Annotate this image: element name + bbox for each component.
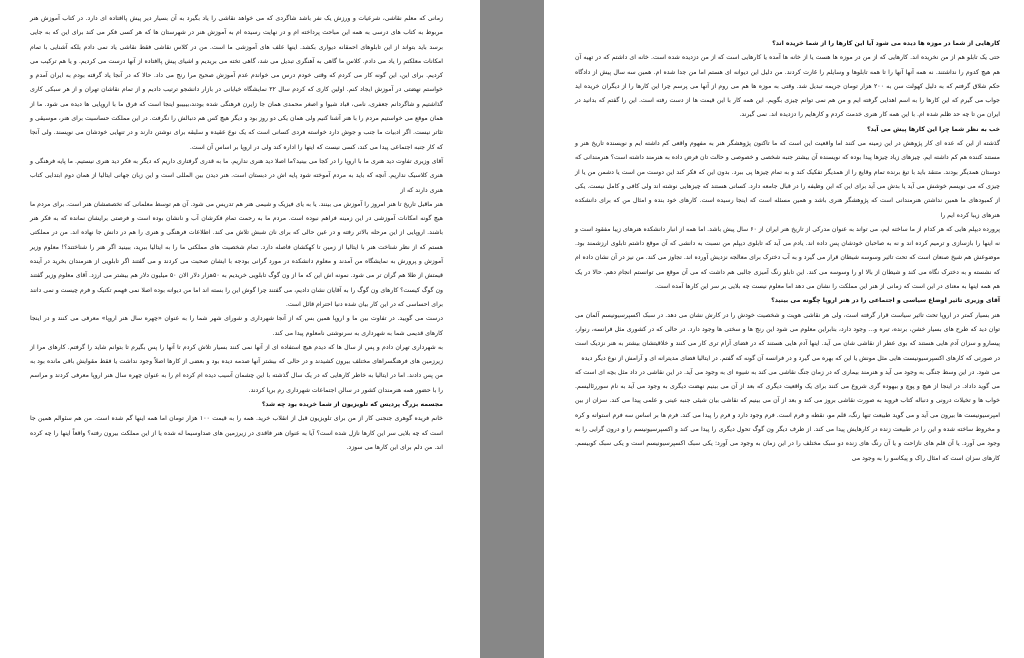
right-page	[544, 0, 1024, 658]
right-paragraph-4: هنر بسیار کمتر در اروپا تحت تاثیر سیاست قرار گرفته است، ولی هر نقاشی هویت و شخصیت خودش را در کارش نشان می دهد. در سبک اکسپرسیونیسم آلمان می توان دید که طرح های بسیار خشن، برنده، تیره و... وجود دارد، بنابراین معلوم می شود این رنج ها و سختی ها وجود دارد. در حالی که در کشوری مثل فرانسه، رنوار، پیسارو و سزان آدم هایی هستند که بوی عطر از نقاشی شان می آید. اینها آدم هایی هستند که در فضای آرام تری کار می کنند و خلاقیتشان بیشتر به هنر نزدیک است در صورتی که کارهای اکسپرسیونیست هایی مثل مونش یا این که بهره می گیرد و در فرانسه آن گونه که گفتم. در ایتالیا فضای مدیترانه ای و آرامش از نوع دیگر دیده	[575, 311, 1000, 362]
right-question-1: کارهایی از شما در موزه ها دیده می شود آیا این کارها را از شما خریده اند؟	[772, 40, 1000, 47]
right-paragraph-2: گذشته از این که عده ای کار پژوهش در این زمینه می کنند اما واقعیت این است که ما تاکنون پژوهشگر هنر به مفهوم واقعی کم داشته ایم و نویسنده تاریخ هنر و مستند کننده هم کم داشته ایم. چیزهای زیاد چیزها پیدا بوده که نویسنده آن بیشتر جنبه شخصی و خصوصی و حالت تان فرض داده به هنرمند داشته است؟ هنرمندانی که دوستان همدیگر بودند. متنقد باید با تیغ برنده تمام وقایع را از همدیگر تفکیک کند و به تمام چیزها پی ببرد. بدون این که فکر کند این دوست من است یا دشمن من یا از چیزی که می نویسم خوشش می آید یا بدش می آید برای این که این وظیفه را در قبال جامعه دارد. کسانی هستند که چیزهایی نوشته اند ولی کافی و کامل نیست. یکی از کمبودهای ما همین نداشتن هنرمندانی است که پژوهشگر هنری باشد و همین مسئله است که اینجا رسیده است. کارهای خود بنده و امثال من که برای دانشکده هنرهای زیبا کرده ایم را	[575, 140, 1000, 219]
right-question-2: خب به نظر شما چرا این کارها پیش می آید؟	[866, 125, 1000, 133]
right-question-3: آقای وزیری تاثیر اوضاع سیاسی و اجتماعی را در هنر اروپا چگونه می بینید؟	[771, 297, 1000, 305]
left-paragraph-6: مجسمه بزرگ پردیس که تلویزیون از شما خریده بود چه شد؟	[261, 401, 443, 409]
right-paragraph-5: می شود. در این وسط جنگی به وجود می آید و هنرمند بیماری که در زمان جنگ نقاشی می کند به شیوه ای به وجود می آید. در این نقاشی در داد مثل بچه ای است که می گوید داداد. در اینجا از هیچ و پوچ و بیهوده گری شروع می کنند برای یک واقعیت دیگری که بعد از آن می بینیم نهضت دیگری به وجود می آید به نام سوررئالیسم. خواب ها و تخیلات درونی و دنباله کتاب فروید به صورت نقاشی بروز می کند و بعد از آن می بینیم که نقاشی بیان شیئی جنبه عینی و علمی پیدا می کند. سزان از بین امپرسیونیست ها بیرون می آید و می گوید طبیعت تنها رنگ، قلم مو، نقطه و فرم است. فرم وجود دارد و فرم را پیدا می کند. فرم ها بر اساس سه فرم استوانه و کره و مخروط ساخته شده و این را در طبیعت زنده در کارهایش پیدا می کند. از طرف دیگر ون گوگ تحول دیگری را پیدا می کند و اکسپرسیونیسم را و درون گرایی را به وجود می آورد. یا آن قلم های نازاحت و یا آن رنگ های زنده دو سبک مختلف را در این زمان به وجود می آورد: یکی سبک اکسپرسیونیسم است و یکی سبک کوبیسم. کارهای سزان است که امثال راک و پیکاسو را به وجود می	[575, 368, 1000, 462]
left-paragraph-1: زمانی که معلم نقاشی، شرعیات و ورزش یک نفر باشد شاگردی که می خواهد نقاشی را یاد بگیرد به آن بسیار دیر پیش پاافتاده ای دارد. در کتاب آموزش هنر مربوط به کتاب های درسی به همه این مباحث پرداخته ام و در نهایت رسیده ام به آموزش هنر در شهرستان ها که هر کسی فکر می کند برای این که به جایی برسد باید بتواند از این تابلوهای احمقانه دیواری بکشد. اینها علف های آموزشی ما است. من در کلاس نقاشی فقط نقاشی یاد نمی دادم بلکه آشنایی با تمام امکانات معلکتم را یاد می دادم. کلاس ما گاهی به آهنگری تبدیل می شد، گاهی تخته می بریدیم و اشیای پیش پاافتاده از آنها درست می کردیم. و یا هم ترکیب می کردیم. برای این، این گونه کار می کردم که وقتی خودم درس می خواندم عدم آموزش صحیح مرا رنج می داد. حالا که در آنجا یاد گرفته بودم به ایران آمدم و خواستم نهضتی در آموزش ایجاد کنم. اولین کاری که کردم سال ۲۲ نمایشگاه خیابانی در بازار دانشجو ترتیب دادیم و از تمام نقاشان تهران و از هر سبکی کاری گذاشتیم و شاگردانم جعفری، نامی، قباد شیوا و اصغر محمدی همان جا زایرن فرهنگی شده بودند،بیبیبو اینجا است که فرق ما با اروپایی ها دیده می شود. ما از همان موقع می خواستیم مردم را با هنر آشنا کنیم ولی همان یکی دو روز بود و دیگر هیچ کس هم دنبالش را نگرفت. در این مملکت حساسیت برای هنر، موسیقی و تئاتر نیست. اگر ادبیات ما جنب و جوش دارد خواسته فردی کسانی است که یک نوع عقیده و سلیقه برای نوشتن دارند و در تنهایی خودشان می نویسند. ولی آنجا که کار جنبه اجتماعی پیدا می کند، کسی نیست که اینها را اداره کند ولی در اروپا بر اساس آن است.	[30, 15, 443, 151]
left-paragraph-7: خانم فریده گوهری جنجنی کار از من برای تلویزیون قبل از انقلاب خرید. همه را به قیمت ۱۰۰ هزار تومان اما همه اینها گم شده است. من هم سئوالم همین جا است که چه بلایی سر این کارها نازل شده است؟ آیا به عنوان هنر فاقدی در زیرزمین های صداوسیما له شده یا از این مملکت بیرون رفته؟ واقعاً اینها را چه کرده اند. من دلم برای این کارها می سوزد.	[30, 415, 443, 451]
left-paragraph-4: درست می گویید. در تفاوت بین ما و اروپا همین بس که از آنجا شهرداری و شورای شهر شما را به عنوان «چهره سال هنر اروپا» معرفی می کنند و در اینجا کارهای قدیمی شما به شهرداری به سرنوشتی نامعلوم پیدا می کند.	[30, 315, 443, 337]
left-paragraph-3: هنر ماقبل تاریخ تا هنر امروز را آموزش می بینند. یا به یای فیزیک و شیمی هنر هم تدریس می شود. آن هم توسط معلمانی که تخصصشان هنر است. برای مردم ما هیچ گونه امکانات آموزشی در این زمینه فراهم نبوده است. مردم ما به رحمت تمام فکرشان آب و نانشان بوده است و فرصتی برایشان نمانده که به فکر هنر باشند. اروپایی از این مرحله بالاتر رفته و در عین حالی که برای نان شبش تلاش می کند. اطلاعات فرهنگی و هنری را هم در دانش جا نهاده اند. من در مملکتی هستم که از نظر شناخت هنر با ایتالیا از زمین تا کهکشان فاصله دارد. تمام شخصیت های مملکتی ما را به ایتالیا ببرید، ببینید اگر هنر را شناختند؟! معلوم وزیر آموزش و پرورش به نمایشگاه من آمدند و معلوم دانشکده در مورد گرانی بودجه با ایشان صحبت می کردند و می گفتند اگر تابلویی از هنرمندان بخرید در آینده قیمتش از طلا هم گران تر می شود. نمونه اش این که ما از ون گوگ تابلویی خریدیم به ۵۰هزار دلار الان ۵۰ میلیون دلار هم بیشتر می ارزد. آقای معلوم وزیر گفتند ون گوگ کیست؟ کارهای ون گوگ را به آقایان نشان دادیم، می گفتند چرا گوش این را بسته اند اما من دیوانه بوده اصلا نمی فهمم تکنیک و فرم چیست و نمی دانند برای احساسی که در این کار بیان شده دنیا احترام قائل است.	[30, 200, 444, 308]
left-paragraph-2: آقای وزیری تفاوت دید هنری ما با اروپا را در کجا می بینید؟ما اصلا دید هنری نداریم. ما به قدری گرفتاری داریم که دیگر به فکر دید هنری نیستیم. ما پایه فرهنگی و هنری کلاسیک نداریم. آنچه که باید به مردم آموخته شود پایه اش در دبستان است. هنر دیدن بین المللی است و این زبان جهانی ایتالیا از همان دوم ابتدایی کتاب هنری دارند که از	[30, 157, 443, 194]
page-gutter	[480, 0, 544, 658]
right-paragraph-1: حتی یک تابلو هم از من نخریده اند. کارهایی که از من در موزه ها هست یا از خانه ها آمده یا کارهایی است که از من دزدیده شده است. خانه ای داشتم که در تهیه آن هم هیچ کدوم را نداشتند. نه همه آنها آنها را تا همه تابلوها و وسایلم را غارت کردند. من دلیل این دیوانه ای هستم اما من جدا شده ام. همین سه سال پیش از دادگاه حکم شلاق گرفتم که به دلیل کهولت سن به ۲۰۰ هزار تومان جریمه تبدیل شد. وقتی به موزه ها هم می روم از آنها می پرسم چرا این کارها را از دیگران خریده اید جواب می گیرم که این کارها را به اسم اهدایی گرفته ایم و من هم نمی توانم چیزی بگویم. این همه کار با این قیمت ها از دست رفته است. این را گفتم که بدانید در ایران من تا چه حد ظلم شده ام. با این همه کار هنری خدمت کردم و کارهایم را دزدیده اند. نمی گیرند.	[575, 54, 1000, 119]
left-page	[0, 0, 480, 658]
right-paragraph-3: پرورده دیپلم هایی که هر کدام از ما ساخته ایم، می تواند به عنوان مدرکی از تاریخ هنر ایران از ۶۰ سال پیش باشد. اما همه از انبار دانشکده هنرهای زیبا مفقود است و نه اینها را بازسازی و ترمیم کرده اند و نه به صاحبان خودشان پس داده اند. یادم می آید که تابلوی دیپلم من نسبت به دانشی که آن موقع داشتم تابلوی ارزشمند بود. موضوعش هم شیخ صنعان است که تحت تاثیر وسوسه شیطان قرار می گیرد و به آب دخترک برای معالجه نزدیش آورده اند. تجاوز می کند. من نیز در آن نشان داده ام که نشسته و به دخترک نگاه می کند و شیطان از بالا او را وسوسه می کند. این تابلو رنگ آمیزی جالبی هم داشت که می آن موقع می توانستم انجام دهم. حالا در یک هم همه اینها به معنای در این است که زمانی از هنر این مملکت را نشان می دهد اما معلوم نیست چه بلایی بر سر این کارها آمده است.	[575, 225, 1001, 291]
left-paragraph-5: به شهرداری تهران دادم و پس از سال ها که دیدم هیچ استفاده ای از آنها نمی کنند بسیار تلاش کردم تا آنها را پس بگیرم تا بتوانم شاید را گرفتم. کارهای مرا از زیرزمین های فرهنگسراهای مختلف بیرون کشیدند و در حالی که بیشتر آنها صدمه دیده بود و بعضی از کارها اصلاً وجود نداشت یا فقط مقوایش باقی مانده بود به من پس دادند. اما در ایتالیا به خاطر کارهایی که در یک سال گذشته با این چشمان آسیب دیده ام کرده ام را به عنوان چهره سال هنر اروپا معرفی کردند و مراسم را با حضور همه هنرمندان کشور در سالن اجتماعات شهرداری رم برپا کردند.	[30, 343, 443, 394]
